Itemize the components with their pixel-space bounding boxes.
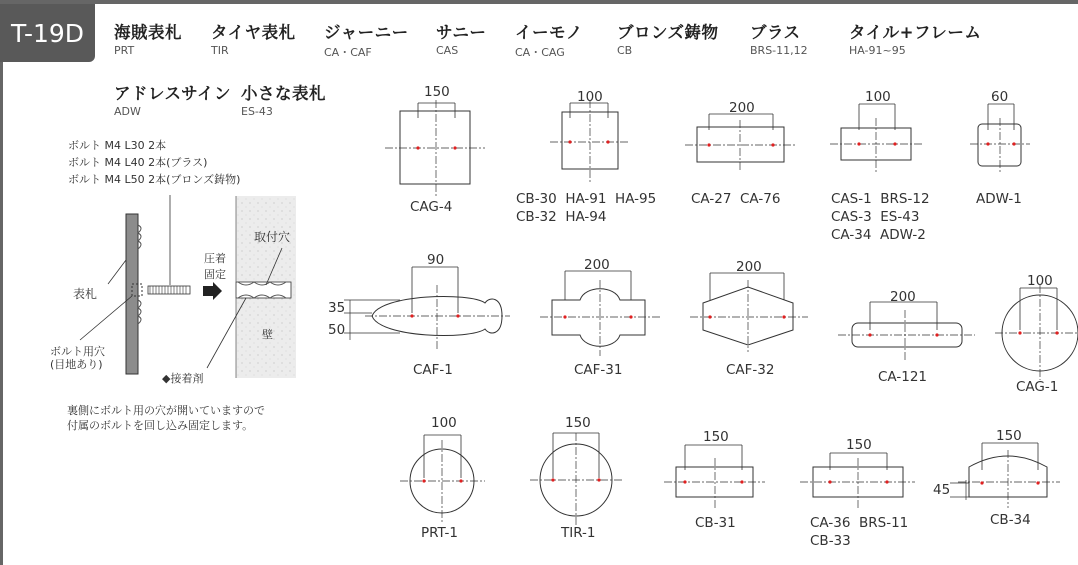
shape-cag-4 <box>385 100 485 198</box>
dimension-label: 200 <box>890 289 916 305</box>
dimension-label: 150 <box>846 437 872 453</box>
model-label: CA-121 <box>878 369 928 385</box>
dimension-label: 100 <box>431 415 457 431</box>
model-label: CA-27 CA-76 <box>691 191 781 207</box>
series-code-tag: T-19D <box>0 4 95 62</box>
shape-cb-30 <box>550 100 630 182</box>
dimension-label: 60 <box>991 89 1009 105</box>
bolt-note: ボルト M4 L50 2本(ブロンズ鋳物) <box>68 173 241 186</box>
header-code: HA-91~95 <box>849 44 906 57</box>
instruction-text: 裏側にボルト用の穴が開いていますので <box>67 404 265 417</box>
dimension-label: 35 <box>328 300 346 316</box>
shape-ca-36 <box>800 453 915 508</box>
model-label: CAF-31 <box>574 362 623 378</box>
dimension-label: 200 <box>736 259 762 275</box>
header-code: CA・CAG <box>515 46 565 59</box>
dimension-label: 100 <box>865 89 891 105</box>
shape-cag-1 <box>995 285 1078 380</box>
header-jp: ジャーニー <box>324 23 409 42</box>
model-label: CAG-1 <box>1016 379 1059 395</box>
nameplate-label: 表札 <box>73 287 98 301</box>
header-code: CA・CAF <box>324 46 372 59</box>
model-label: CB-31 <box>695 515 736 531</box>
header-jp: ブラス <box>750 23 801 42</box>
header-jp: イーモノ <box>515 23 583 42</box>
model-label: CB-30 HA-91 HA-95 <box>516 191 657 207</box>
dimension-label: 150 <box>703 429 729 445</box>
bolt-hole-sub-label: (目地あり) <box>50 358 103 371</box>
header-jp: アドレスサイン <box>114 84 232 103</box>
shape-ca-121 <box>838 302 975 360</box>
shape-tir-1 <box>530 433 622 527</box>
shape-ca-27 <box>685 114 797 172</box>
shape-cb-34 <box>950 443 1060 508</box>
dimension-label: 200 <box>729 100 755 116</box>
header-code: CB <box>617 44 633 57</box>
header-jp: タイル+フレーム <box>849 23 982 42</box>
dimension-label: 150 <box>565 415 591 431</box>
press-label: 圧着 <box>204 252 226 265</box>
dimension-label: 50 <box>328 322 346 338</box>
wall-label: 壁 <box>262 328 273 341</box>
model-label: CA-34 ADW-2 <box>831 227 926 243</box>
bolt-note: ボルト M4 L30 2本 <box>68 139 167 152</box>
header-jp: タイヤ表札 <box>211 23 296 42</box>
bolt-note: ボルト M4 L40 2本(ブラス) <box>68 156 208 169</box>
shape-caf-32 <box>690 273 808 352</box>
shape-caf-1 <box>344 267 510 350</box>
shape-adw-1 <box>970 104 1030 172</box>
model-label: CB-32 HA-94 <box>516 209 607 225</box>
model-label: PRT-1 <box>421 525 459 541</box>
header-jp: ブロンズ鋳物 <box>617 23 719 42</box>
header-code: BRS-11,12 <box>750 44 808 57</box>
header-jp: 海賊表札 <box>114 23 182 42</box>
mount-hole-label: 取付穴 <box>254 230 291 244</box>
model-label: CAF-1 <box>413 362 453 378</box>
dimension-label: 200 <box>584 257 610 273</box>
header-code: ADW <box>114 105 141 118</box>
model-label: CB-33 <box>810 533 851 549</box>
dimension-label: 100 <box>1027 273 1053 289</box>
instruction-text: 付属のボルトを回し込み固定します。 <box>67 419 254 432</box>
header-code: CAS <box>436 44 459 57</box>
model-label: CAF-32 <box>726 362 775 378</box>
model-label: CAG-4 <box>410 199 453 215</box>
fix-label: 固定 <box>204 268 226 281</box>
dimension-label: 100 <box>577 89 603 105</box>
shape-prt-1 <box>400 435 485 522</box>
shape-cas-1 <box>830 104 922 172</box>
model-label: ADW-1 <box>976 191 1022 207</box>
header-code: TIR <box>211 44 229 57</box>
header-jp: サニー <box>436 23 487 42</box>
dimension-label: 90 <box>427 252 445 268</box>
bolt-hole-label: ボルト用穴 <box>50 345 105 358</box>
header-jp: 小さな表札 <box>241 84 326 103</box>
dimension-label: 150 <box>996 428 1022 444</box>
model-label: CAS-3 ES-43 <box>831 209 920 225</box>
model-label: CB-34 <box>990 512 1031 528</box>
header-code: ES-43 <box>241 105 273 118</box>
shape-caf-31 <box>540 271 660 356</box>
model-label: CA-36 BRS-11 <box>810 515 909 531</box>
model-label: TIR-1 <box>561 525 596 541</box>
dimension-label: 150 <box>424 84 450 100</box>
dimension-label: 45 <box>933 482 951 498</box>
model-label: CAS-1 BRS-12 <box>831 191 930 207</box>
header-code: PRT <box>114 44 135 57</box>
shape-cb-31 <box>664 445 765 508</box>
adhesive-label: ◆接着剤 <box>162 372 204 385</box>
